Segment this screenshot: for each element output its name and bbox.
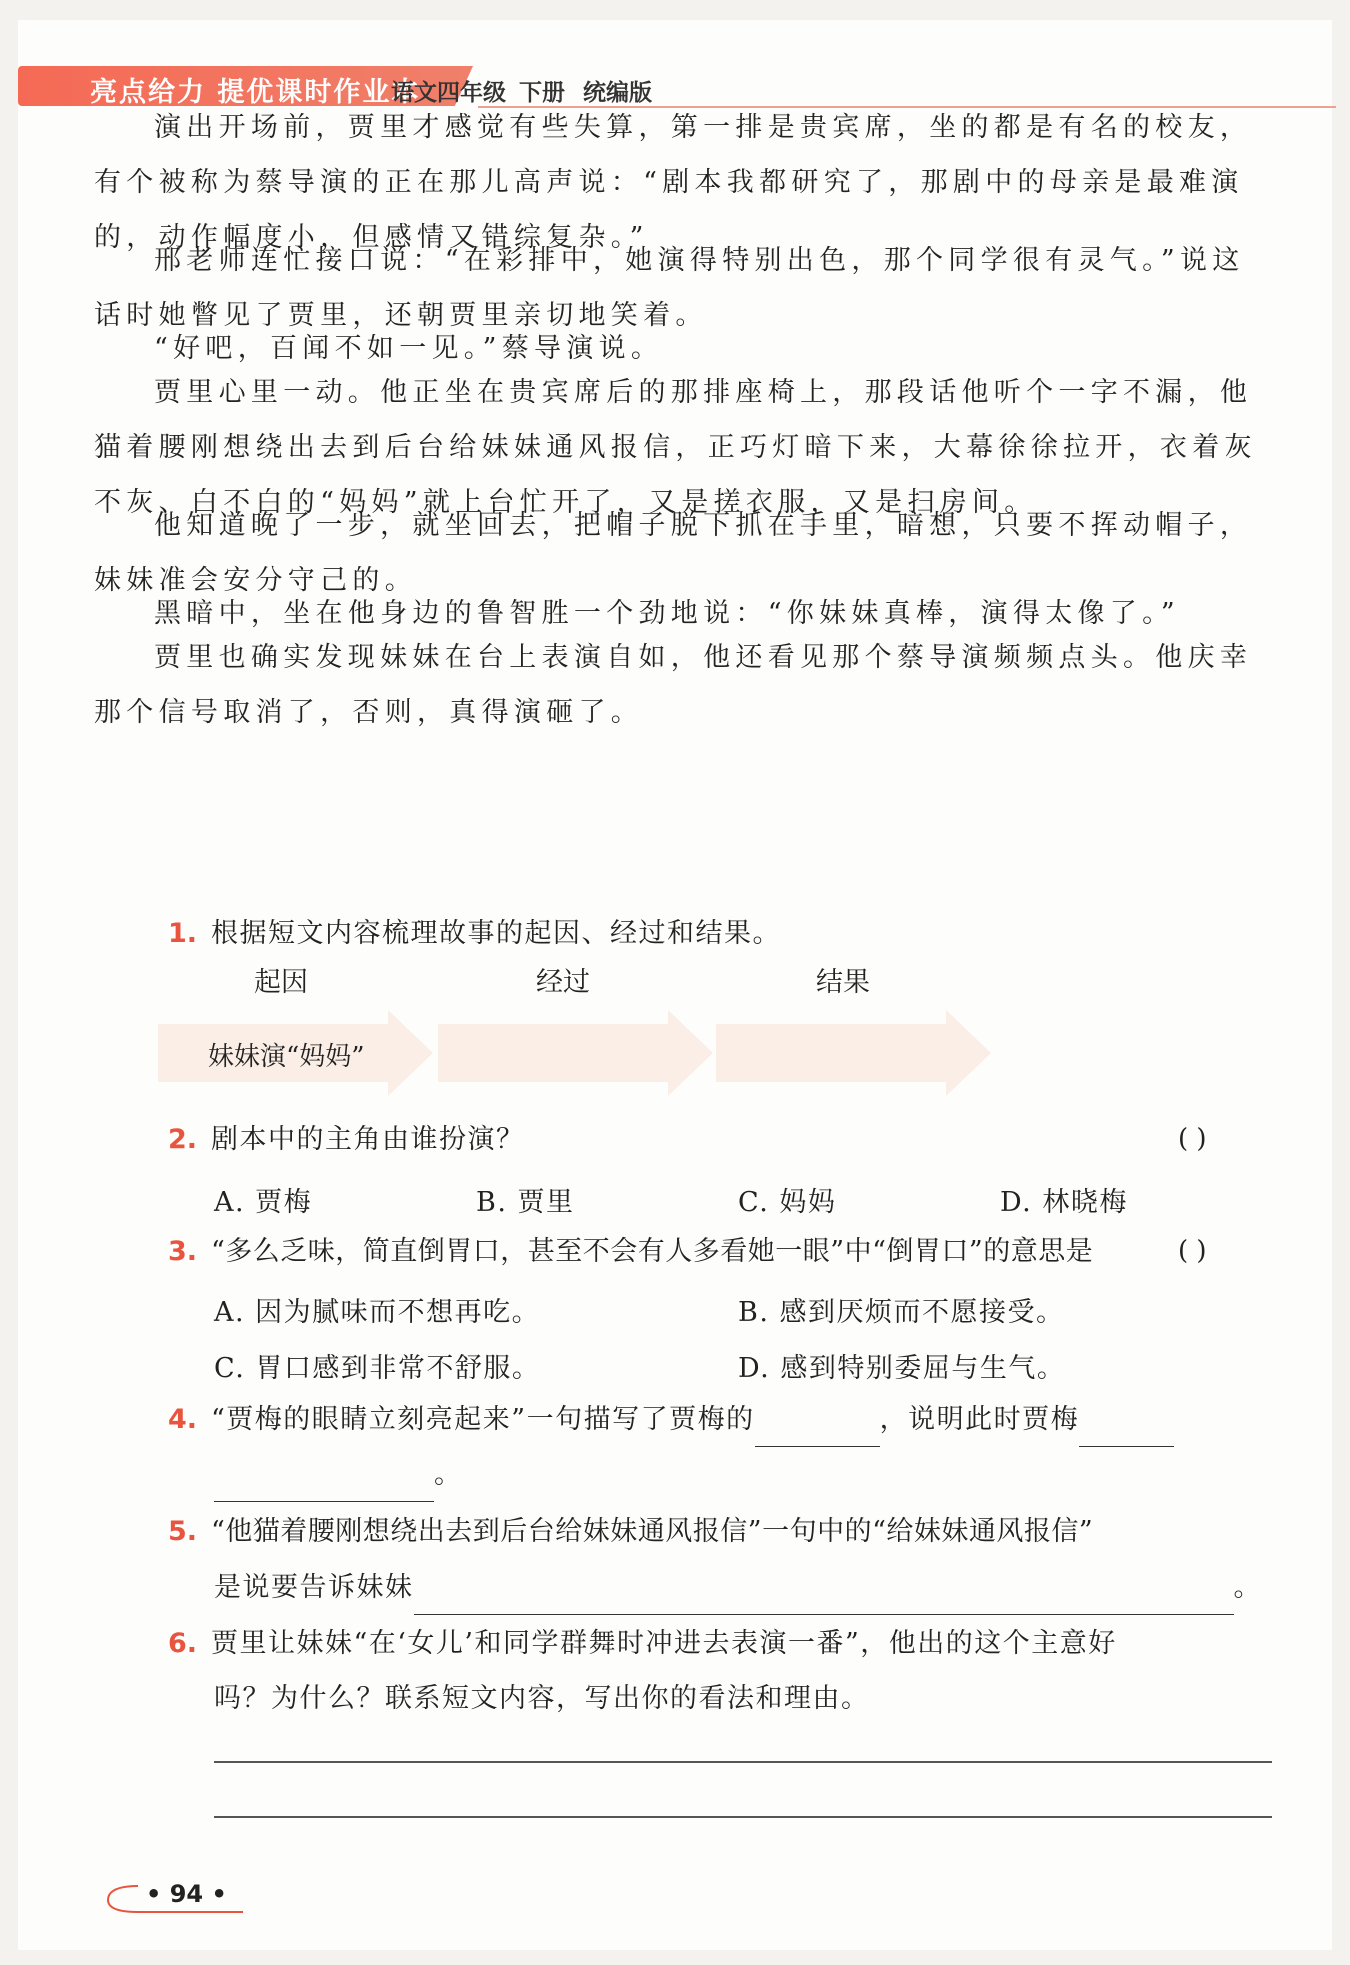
passage-paragraph: 黑暗中，坐在他身边的鲁智胜一个劲地说：“你妹妹真棒，演得太像了。” bbox=[154, 598, 1181, 629]
question-text-cont: 。 bbox=[214, 1447, 463, 1502]
question-text: “多么乏味，简直倒胃口，甚至不会有人多看她一眼”中“倒胃口”的意思是 bbox=[211, 1236, 1094, 1267]
question-number: 5. bbox=[168, 1516, 198, 1547]
question-text-cont: 吗？为什么？联系短文内容，写出你的看法和理由。 bbox=[214, 1683, 870, 1714]
option-d[interactable]: D. 感到特别委屈与生气。 bbox=[738, 1353, 1066, 1384]
answer-blank[interactable] bbox=[214, 1467, 434, 1502]
question-number: 3. bbox=[168, 1236, 198, 1267]
option-a[interactable]: A. 因为腻味而不想再吃。 bbox=[214, 1297, 541, 1328]
question-number: 6. bbox=[168, 1628, 198, 1659]
passage-paragraph: “好吧，百闻不如一见。”蔡导演说。 bbox=[154, 333, 664, 364]
result-label: 结果 bbox=[816, 967, 870, 998]
question-text: “他猫着腰刚想绕出去到后台给妹妹通风报信”一句中的“给妹妹通风报信” bbox=[211, 1516, 1094, 1547]
answer-bracket[interactable]: ( ) bbox=[1178, 1124, 1207, 1154]
brand-title: 亮点给力 提优课时作业本 bbox=[90, 77, 421, 108]
question-number: 4. bbox=[168, 1404, 198, 1435]
answer-blank[interactable] bbox=[755, 1412, 880, 1447]
passage-paragraph: 他知道晚了一步，就坐回去，把帽子脱下抓在手里，暗想，只要不挥动帽子，妹妹准会安分守己的。 bbox=[94, 510, 1253, 596]
passage-paragraph: 贾里心里一动。他正坐在贵宾席后的那排座椅上，那段话他听个一字不漏，他猫着腰刚想绕出去到后台给妹妹通风报信，正巧灯暗下来，大幕徐徐拉开，衣着灰不灰、白不白的“妈妈”就上台忙开了，又是搓衣服，又是扫房间。 bbox=[94, 377, 1257, 518]
passage-paragraph: 邢老师连忙接口说：“在彩排中，她演得特别出色，那个同学很有灵气。”说这话时她瞥见了贾里，还朝贾里亲切地笑着。 bbox=[94, 245, 1245, 331]
process-arrow-box[interactable] bbox=[438, 1010, 713, 1096]
option-c[interactable]: C. 胃口感到非常不舒服。 bbox=[214, 1353, 541, 1384]
cause-answer: 妹妹演“妈妈” bbox=[208, 1042, 365, 1072]
edition-label: 统编版 bbox=[583, 80, 652, 106]
option-c[interactable]: C. 妈妈 bbox=[738, 1187, 837, 1218]
question-number: 2. bbox=[168, 1124, 198, 1155]
cause-arrow-box[interactable] bbox=[158, 1010, 433, 1096]
question-text-cont: 是说要告诉妹妹 。 bbox=[214, 1560, 1262, 1615]
question-text: 根据短文内容梳理故事的起因、经过和结果。 bbox=[211, 918, 781, 949]
subject-label: 语文四年级 bbox=[391, 80, 506, 106]
option-a[interactable]: A. 贾梅 bbox=[214, 1187, 313, 1218]
option-d[interactable]: D. 林晓梅 bbox=[1000, 1187, 1128, 1218]
cause-label: 起因 bbox=[254, 967, 308, 998]
answer-bracket[interactable]: ( ) bbox=[1178, 1236, 1207, 1266]
answer-blank[interactable] bbox=[1079, 1412, 1174, 1447]
passage-paragraph: 贾里也确实发现妹妹在台上表演自如，他还看见那个蔡导演频频点头。他庆幸那个信号取消了，否则，真得演砸了。 bbox=[94, 642, 1253, 728]
answer-blank[interactable] bbox=[414, 1580, 1234, 1615]
question-text: “贾梅的眼睛立刻亮起来”一句描写了贾梅的 ，说明此时贾梅 bbox=[211, 1392, 1174, 1447]
answer-line[interactable] bbox=[214, 1816, 1272, 1818]
question-text: 剧本中的主角由谁扮演？ bbox=[211, 1124, 525, 1155]
option-b[interactable]: B. 感到厌烦而不愿接受。 bbox=[738, 1297, 1065, 1328]
page-number: • 94 • bbox=[146, 1880, 227, 1908]
result-arrow-box[interactable] bbox=[716, 1010, 991, 1096]
question-text: 贾里让妹妹“在‘女儿’和同学群舞时冲进去表演一番”，他出的这个主意好 bbox=[211, 1628, 1117, 1659]
passage-paragraph: 演出开场前，贾里才感觉有些失算，第一排是贵宾席，坐的都是有名的校友，有个被称为蔡导演的正在那儿高声说：“剧本我都研究了，那剧中的母亲是最难演的，动作幅度小，但感情又错综复杂。” bbox=[94, 112, 1253, 253]
workbook-page bbox=[18, 20, 1332, 1950]
volume-label: 下册 bbox=[519, 80, 565, 106]
process-label: 经过 bbox=[536, 967, 590, 998]
question-number: 1. bbox=[168, 918, 198, 949]
answer-line[interactable] bbox=[214, 1761, 1272, 1763]
option-b[interactable]: B. 贾里 bbox=[476, 1187, 575, 1218]
